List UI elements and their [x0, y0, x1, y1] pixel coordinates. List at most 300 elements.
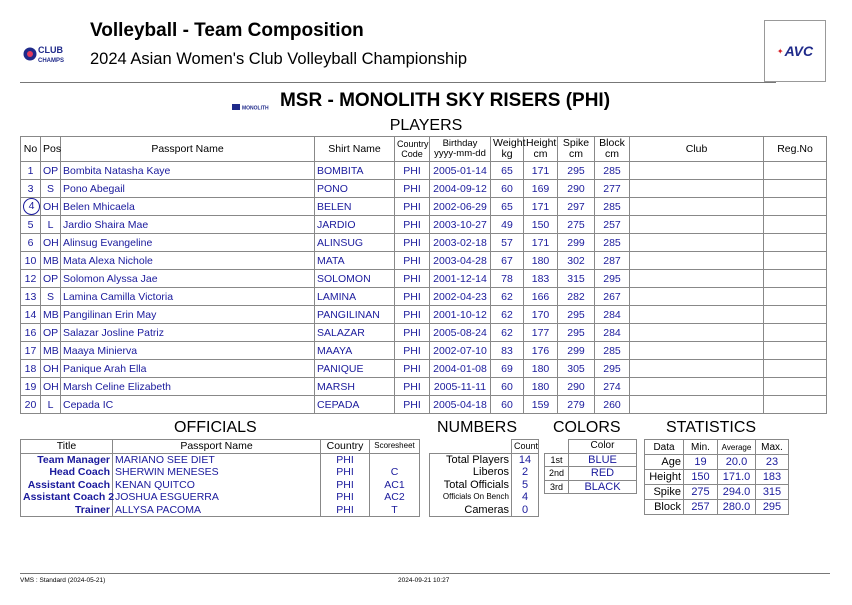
player-regno: [764, 234, 827, 252]
numbers-row: [430, 453, 539, 466]
player-no: 12: [21, 270, 41, 288]
stats-col-avg: Average: [718, 440, 756, 455]
player-height: 180: [524, 378, 558, 396]
player-height: 171: [524, 234, 558, 252]
player-birthday: 2005-01-14: [430, 162, 491, 180]
player-country: PHI: [395, 306, 430, 324]
official-country: PHI: [321, 491, 370, 504]
player-shirt-name: PANGILINAN: [315, 306, 395, 324]
player-row: [21, 198, 827, 216]
player-weight: 60: [491, 180, 524, 198]
numbers-row: [430, 491, 539, 504]
player-birthday: 2005-11-11: [430, 378, 491, 396]
officials-header-row: [21, 440, 420, 454]
color-rank: 2nd: [545, 467, 569, 481]
col-birthday-l1: Birthday: [442, 138, 478, 149]
col-spike-l1: Spike: [562, 137, 590, 149]
club-champs-logo: [22, 38, 65, 70]
official-name: MARIANO SEE DIET: [113, 453, 321, 466]
official-title: Team Manager: [21, 453, 113, 466]
stats-min: 19: [684, 455, 718, 470]
player-passport-name: Salazar Josline Patriz: [61, 324, 315, 342]
official-scoresheet: C: [370, 466, 420, 479]
numbers-label: Liberos: [430, 466, 512, 479]
player-no: 6: [21, 234, 41, 252]
player-spike: 290: [558, 378, 595, 396]
player-block: 287: [595, 252, 630, 270]
logo-text-club: CLUB: [38, 45, 63, 55]
player-passport-name: Pangilinan Erin May: [61, 306, 315, 324]
official-scoresheet: T: [370, 504, 420, 517]
official-title: Trainer: [21, 504, 113, 517]
player-country: PHI: [395, 288, 430, 306]
player-club: [630, 324, 764, 342]
col-passport-name: Passport Name: [61, 137, 315, 162]
player-shirt-name: PANIQUE: [315, 360, 395, 378]
player-regno: [764, 360, 827, 378]
player-no: 1: [21, 162, 41, 180]
player-row: [21, 306, 827, 324]
player-weight: 49: [491, 216, 524, 234]
officials-section-title: OFFICIALS: [174, 419, 257, 436]
official-row: [21, 479, 420, 492]
player-birthday: 2004-09-12: [430, 180, 491, 198]
numbers-header-blank: [430, 440, 512, 454]
player-country: PHI: [395, 162, 430, 180]
player-pos: S: [41, 288, 61, 306]
player-shirt-name: ALINSUG: [315, 234, 395, 252]
player-shirt-name: SALAZAR: [315, 324, 395, 342]
col-regno: Reg.No: [764, 137, 827, 162]
player-height: 169: [524, 180, 558, 198]
off-col-country: Country: [321, 440, 370, 454]
numbers-count: 5: [512, 479, 539, 492]
player-birthday: 2001-10-12: [430, 306, 491, 324]
player-shirt-name: MAAYA: [315, 342, 395, 360]
player-row: [21, 378, 827, 396]
player-height: 183: [524, 270, 558, 288]
player-country: PHI: [395, 198, 430, 216]
player-regno: [764, 198, 827, 216]
player-country: PHI: [395, 234, 430, 252]
player-club: [630, 162, 764, 180]
player-birthday: 2003-02-18: [430, 234, 491, 252]
player-block: 285: [595, 234, 630, 252]
col-weight-l2: kg: [501, 148, 513, 160]
colors-row: [545, 480, 637, 494]
stats-body: [645, 455, 789, 515]
official-name: KENAN QUITCO: [113, 479, 321, 492]
official-scoresheet: AC2: [370, 491, 420, 504]
player-spike: 299: [558, 342, 595, 360]
player-birthday: 2005-08-24: [430, 324, 491, 342]
team-name: MSR - MONOLITH SKY RISERS (PHI): [279, 90, 611, 111]
col-weight-l1: Weight: [493, 137, 526, 149]
player-row: [21, 342, 827, 360]
col-country-l1: Country: [397, 139, 429, 149]
player-shirt-name: CEPADA: [315, 396, 395, 414]
player-birthday: 2004-01-08: [430, 360, 491, 378]
player-birthday: 2001-12-14: [430, 270, 491, 288]
player-club: [630, 198, 764, 216]
player-no: 20: [21, 396, 41, 414]
stats-max: 315: [756, 485, 789, 500]
player-block: 295: [595, 270, 630, 288]
player-pos: OH: [41, 360, 61, 378]
player-club: [630, 288, 764, 306]
official-country: PHI: [321, 504, 370, 517]
player-spike: 282: [558, 288, 595, 306]
colors-col-color: Color: [569, 440, 637, 454]
team-heading: [0, 90, 842, 112]
player-weight: 62: [491, 288, 524, 306]
player-no: 19: [21, 378, 41, 396]
player-block: 260: [595, 396, 630, 414]
stats-avg: 294.0: [718, 485, 756, 500]
players-table: [20, 136, 827, 414]
player-passport-name: Marsh Celine Elizabeth: [61, 378, 315, 396]
player-pos: L: [41, 216, 61, 234]
numbers-label: Total Officials: [430, 479, 512, 492]
player-no: 5: [21, 216, 41, 234]
stats-label: Spike: [645, 485, 684, 500]
statistics-table: [644, 439, 789, 515]
players-section-title: PLAYERS: [389, 117, 463, 134]
stats-min: 257: [684, 500, 718, 515]
player-spike: 295: [558, 306, 595, 324]
numbers-section-title: NUMBERS: [437, 419, 518, 436]
player-pos: MB: [41, 342, 61, 360]
footer-divider: [20, 573, 830, 574]
stats-max: 295: [756, 500, 789, 515]
player-club: [630, 270, 764, 288]
player-pos: OP: [41, 324, 61, 342]
colors-section-title: COLORS: [553, 419, 621, 436]
player-shirt-name: BELEN: [315, 198, 395, 216]
player-shirt-name: JARDIO: [315, 216, 395, 234]
player-block: 284: [595, 324, 630, 342]
player-pos: OH: [41, 198, 61, 216]
player-regno: [764, 252, 827, 270]
col-no: No: [21, 137, 41, 162]
player-club: [630, 252, 764, 270]
col-birthday-l2: yyyy-mm-dd: [434, 148, 486, 159]
player-pos: MB: [41, 252, 61, 270]
player-birthday: 2003-04-28: [430, 252, 491, 270]
player-regno: [764, 306, 827, 324]
player-shirt-name: MARSH: [315, 378, 395, 396]
player-club: [630, 216, 764, 234]
official-scoresheet: AC1: [370, 479, 420, 492]
player-block: 274: [595, 378, 630, 396]
player-club: [630, 180, 764, 198]
player-height: 170: [524, 306, 558, 324]
numbers-row: [430, 479, 539, 492]
player-spike: 295: [558, 324, 595, 342]
colors-body: [545, 453, 637, 494]
logo-text-champs: CHAMPS: [38, 58, 65, 64]
player-shirt-name: LAMINA: [315, 288, 395, 306]
player-weight: 67: [491, 252, 524, 270]
colors-table: [544, 439, 637, 494]
player-regno: [764, 396, 827, 414]
stats-col-min: Min.: [684, 440, 718, 455]
player-pos: OP: [41, 270, 61, 288]
player-pos: OH: [41, 234, 61, 252]
official-country: PHI: [321, 479, 370, 492]
player-pos: OP: [41, 162, 61, 180]
footer-version: VMS : Standard (2024-05-21): [20, 577, 106, 584]
col-spike: [558, 137, 595, 162]
player-height: 150: [524, 216, 558, 234]
official-title: Assistant Coach 2: [21, 491, 113, 504]
player-country: PHI: [395, 270, 430, 288]
numbers-row: [430, 466, 539, 479]
player-row: [21, 360, 827, 378]
player-birthday: 2003-10-27: [430, 216, 491, 234]
numbers-label: Officials On Bench: [430, 491, 512, 504]
player-weight: 62: [491, 324, 524, 342]
player-birthday: 2002-07-10: [430, 342, 491, 360]
player-weight: 78: [491, 270, 524, 288]
player-country: PHI: [395, 252, 430, 270]
player-weight: 60: [491, 396, 524, 414]
player-birthday: 2002-06-29: [430, 198, 491, 216]
player-pos: OH: [41, 378, 61, 396]
stats-row: [645, 455, 789, 470]
player-row: [21, 324, 827, 342]
player-club: [630, 234, 764, 252]
player-height: 171: [524, 198, 558, 216]
off-col-scoresheet: Scoresheet: [370, 440, 420, 454]
col-block-l2: cm: [605, 148, 619, 160]
player-spike: 299: [558, 234, 595, 252]
color-value: BLACK: [569, 480, 637, 494]
player-birthday: 2002-04-23: [430, 288, 491, 306]
numbers-label: Cameras: [430, 504, 512, 517]
official-row: [21, 491, 420, 504]
colors-header-row: [545, 440, 637, 454]
player-club: [630, 360, 764, 378]
player-regno: [764, 342, 827, 360]
color-rank: 1st: [545, 453, 569, 467]
color-rank: 3rd: [545, 480, 569, 494]
numbers-col-count: Count: [512, 440, 539, 454]
player-country: PHI: [395, 378, 430, 396]
player-block: 295: [595, 360, 630, 378]
colors-row: [545, 467, 637, 481]
players-header-row: [21, 137, 827, 162]
player-block: 285: [595, 342, 630, 360]
player-country: PHI: [395, 396, 430, 414]
player-row: [21, 288, 827, 306]
player-block: 285: [595, 162, 630, 180]
officials-table: [20, 439, 420, 517]
stats-avg: 171.0: [718, 470, 756, 485]
stats-col-max: Max.: [756, 440, 789, 455]
stats-avg: 280.0: [718, 500, 756, 515]
player-height: 177: [524, 324, 558, 342]
player-regno: [764, 162, 827, 180]
official-row: [21, 466, 420, 479]
colors-row: [545, 453, 637, 467]
official-title: Assistant Coach: [21, 479, 113, 492]
player-country: PHI: [395, 342, 430, 360]
stats-max: 183: [756, 470, 789, 485]
player-spike: 295: [558, 162, 595, 180]
player-row: [21, 162, 827, 180]
col-height-l2: cm: [533, 148, 548, 160]
numbers-row: [430, 504, 539, 517]
player-row: [21, 216, 827, 234]
player-block: 277: [595, 180, 630, 198]
colors-header-blank: [545, 440, 569, 454]
player-spike: 279: [558, 396, 595, 414]
player-block: 267: [595, 288, 630, 306]
stats-row: [645, 470, 789, 485]
page-title: Volleyball - Team Composition: [90, 20, 364, 41]
stats-min: 150: [684, 470, 718, 485]
col-height: [524, 137, 558, 162]
player-passport-name: Lamina Camilla Victoria: [61, 288, 315, 306]
player-weight: 62: [491, 306, 524, 324]
col-shirt-name: Shirt Name: [315, 137, 395, 162]
player-regno: [764, 288, 827, 306]
player-passport-name: Belen Mhicaela: [61, 198, 315, 216]
player-country: PHI: [395, 324, 430, 342]
official-name: ALLYSA PACOMA: [113, 504, 321, 517]
player-spike: 275: [558, 216, 595, 234]
player-block: 257: [595, 216, 630, 234]
player-passport-name: Mata Alexa Nichole: [61, 252, 315, 270]
statistics-section-title: STATISTICS: [666, 419, 757, 436]
col-block: [595, 137, 630, 162]
player-spike: 290: [558, 180, 595, 198]
player-row: [21, 396, 827, 414]
player-passport-name: Jardio Shaira Mae: [61, 216, 315, 234]
players-body: [21, 162, 827, 414]
col-weight: [491, 137, 524, 162]
player-shirt-name: MATA: [315, 252, 395, 270]
stats-header-row: [645, 440, 789, 455]
avc-swoosh-icon: ✦: [776, 46, 784, 56]
player-weight: 69: [491, 360, 524, 378]
player-regno: [764, 270, 827, 288]
player-weight: 60: [491, 378, 524, 396]
numbers-count: 14: [512, 453, 539, 466]
numbers-header-row: [430, 440, 539, 454]
player-height: 159: [524, 396, 558, 414]
player-weight: 65: [491, 162, 524, 180]
player-passport-name: Alinsug Evangeline: [61, 234, 315, 252]
official-scoresheet: [370, 453, 420, 466]
col-height-l1: Height: [526, 137, 557, 149]
player-spike: 297: [558, 198, 595, 216]
color-value: RED: [569, 467, 637, 481]
player-spike: 302: [558, 252, 595, 270]
numbers-body: [430, 453, 539, 517]
player-pos: L: [41, 396, 61, 414]
avc-logo-text: AVC: [784, 43, 814, 59]
monolith-logo-text: MONOLITH: [241, 105, 269, 112]
player-shirt-name: BOMBITA: [315, 162, 395, 180]
player-pos: MB: [41, 306, 61, 324]
player-club: [630, 378, 764, 396]
player-passport-name: Solomon Alyssa Jae: [61, 270, 315, 288]
player-spike: 315: [558, 270, 595, 288]
stats-min: 275: [684, 485, 718, 500]
player-weight: 57: [491, 234, 524, 252]
official-name: SHERWIN MENESES: [113, 466, 321, 479]
numbers-table: [429, 439, 539, 517]
player-club: [630, 306, 764, 324]
player-row: [21, 270, 827, 288]
header-divider: [20, 82, 776, 83]
monolith-logo: [232, 95, 272, 112]
player-spike: 305: [558, 360, 595, 378]
player-height: 171: [524, 162, 558, 180]
numbers-count: 2: [512, 466, 539, 479]
col-country-l2: Code: [401, 149, 423, 159]
player-no: [21, 198, 41, 216]
player-passport-name: Bombita Natasha Kaye: [61, 162, 315, 180]
officials-body: [21, 453, 420, 517]
official-row: [21, 504, 420, 517]
footer-timestamp: 2024-09-21 10:27: [398, 577, 450, 584]
player-block: 285: [595, 198, 630, 216]
stats-label: Height: [645, 470, 684, 485]
col-pos: Pos: [41, 137, 61, 162]
player-height: 166: [524, 288, 558, 306]
player-no: 17: [21, 342, 41, 360]
player-regno: [764, 180, 827, 198]
col-birthday: [430, 137, 491, 162]
event-subtitle: 2024 Asian Women's Club Volleyball Championship: [90, 50, 468, 68]
stats-label: Block: [645, 500, 684, 515]
player-country: PHI: [395, 180, 430, 198]
col-club: Club: [630, 137, 764, 162]
player-row: [21, 252, 827, 270]
player-country: PHI: [395, 216, 430, 234]
player-block: 284: [595, 306, 630, 324]
off-col-title: Title: [21, 440, 113, 454]
off-col-name: Passport Name: [113, 440, 321, 454]
player-shirt-name: SOLOMON: [315, 270, 395, 288]
player-club: [630, 342, 764, 360]
player-height: 180: [524, 360, 558, 378]
player-pos: S: [41, 180, 61, 198]
stats-col-data: Data: [645, 440, 684, 455]
player-weight: 65: [491, 198, 524, 216]
player-shirt-name: PONO: [315, 180, 395, 198]
col-spike-l2: cm: [569, 148, 583, 160]
stats-max: 23: [756, 455, 789, 470]
player-regno: [764, 216, 827, 234]
stats-avg: 20.0: [718, 455, 756, 470]
player-no: 14: [21, 306, 41, 324]
player-height: 176: [524, 342, 558, 360]
player-no: 3: [21, 180, 41, 198]
official-country: PHI: [321, 453, 370, 466]
player-passport-name: Maaya Minierva: [61, 342, 315, 360]
player-no: 18: [21, 360, 41, 378]
col-block-l1: Block: [599, 137, 625, 149]
player-row: [21, 234, 827, 252]
avc-logo: [764, 20, 826, 82]
player-height: 180: [524, 252, 558, 270]
official-row: [21, 453, 420, 466]
numbers-count: 4: [512, 491, 539, 504]
